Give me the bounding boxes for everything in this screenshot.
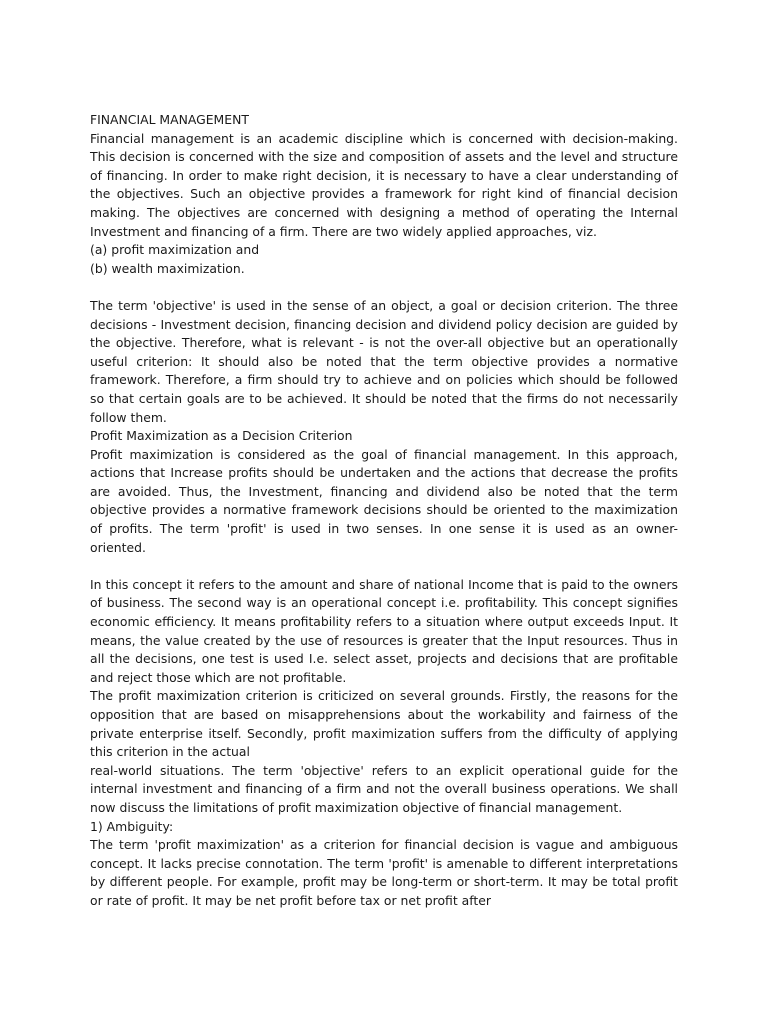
paragraph-gap: [90, 557, 678, 576]
paragraph-gap: [90, 278, 678, 297]
approach-a-item: (a) profit maximization and: [90, 242, 260, 258]
ambiguity-paragraph: The term 'profit maximization' as a criterion for financial decision is vague and ambiguous concept. It lacks precise connotation. The term 'profit' is amenable to different interpretations by different people. For example, profit may be long-term or short-term. It may be total profit or rate of profit. It may be net profit before tax or net profit after: [90, 837, 678, 908]
concept-paragraph: In this concept it refers to the amount and share of national Income that is paid to the owners of business. The second way is an operational concept i.e. profitability. This concept signifies economic efficiency. It means profitability refers to a situation where output exceeds Input. It means, the value created by the use of resources is greater that the Input resources. Thus in all the decisions, one test is used I.e. select asset, projects and decisions that are profitable and reject those which are not profitable.: [90, 576, 678, 685]
real-world-paragraph: real-world situations. The term 'objective' refers to an explicit operational guide for the internal investment and financing of a firm and not the overall business operations. We shall now discuss the limitations of profit maximization objective of financial management.: [90, 762, 678, 815]
document-page: [90, 111, 678, 911]
document-title: FINANCIAL MANAGEMENT: [90, 112, 249, 127]
criticism-paragraph: The profit maximization criterion is criticized on several grounds. Firstly, the reasons for the opposition that are based on misapprehensions about the workability and fairness of the private enterprise itself. Secondly, profit maximization suffers from the difficulty of applying this criterion in the actual: [90, 688, 678, 760]
ambiguity-heading: 1) Ambiguity:: [90, 818, 174, 834]
approach-b-item: (b) wealth maximization.: [90, 260, 245, 276]
intro-paragraph: Financial management is an academic discipline which is concerned with decision-making. This decision is concerned with the size and composition of assets and the level and structure of financing. In order to make right decision, it is necessary to have a clear understanding of the objectives. Such an objective provides a framework for right kind of financial decision making. The objectives are concerned with designing a method of operating the Internal Investment and financing of a firm. There are two widely applied approaches, viz.: [90, 130, 678, 239]
profit-maximization-paragraph: Profit maximization is considered as the goal of financial management. In this approach, actions that Increase profits should be undertaken and the actions that decrease the profits are avoided. Thus, the Investment, financing and dividend also be noted that the term objective provides a normative framework decisions should be oriented to the maximization of profits. The term 'profit' is used in two senses. In one sense it is used as an owner- oriented.: [90, 446, 678, 555]
objective-paragraph: The term 'objective' is used in the sense of an object, a goal or decision criterion. The three decisions - Investment decision, financing decision and dividend policy decision are guided by the objective. Therefore, what is relevant - is not the over-all objective but an operationally useful criterion: It should also be noted that the term objective provides a normative framework. Therefore, a firm should try to achieve and on policies which should be followed so that certain goals are to be achieved. It should be noted that the firms do not necessarily follow them.: [90, 297, 678, 425]
profit-maximization-heading: Profit Maximization as a Decision Criterion: [90, 428, 353, 444]
